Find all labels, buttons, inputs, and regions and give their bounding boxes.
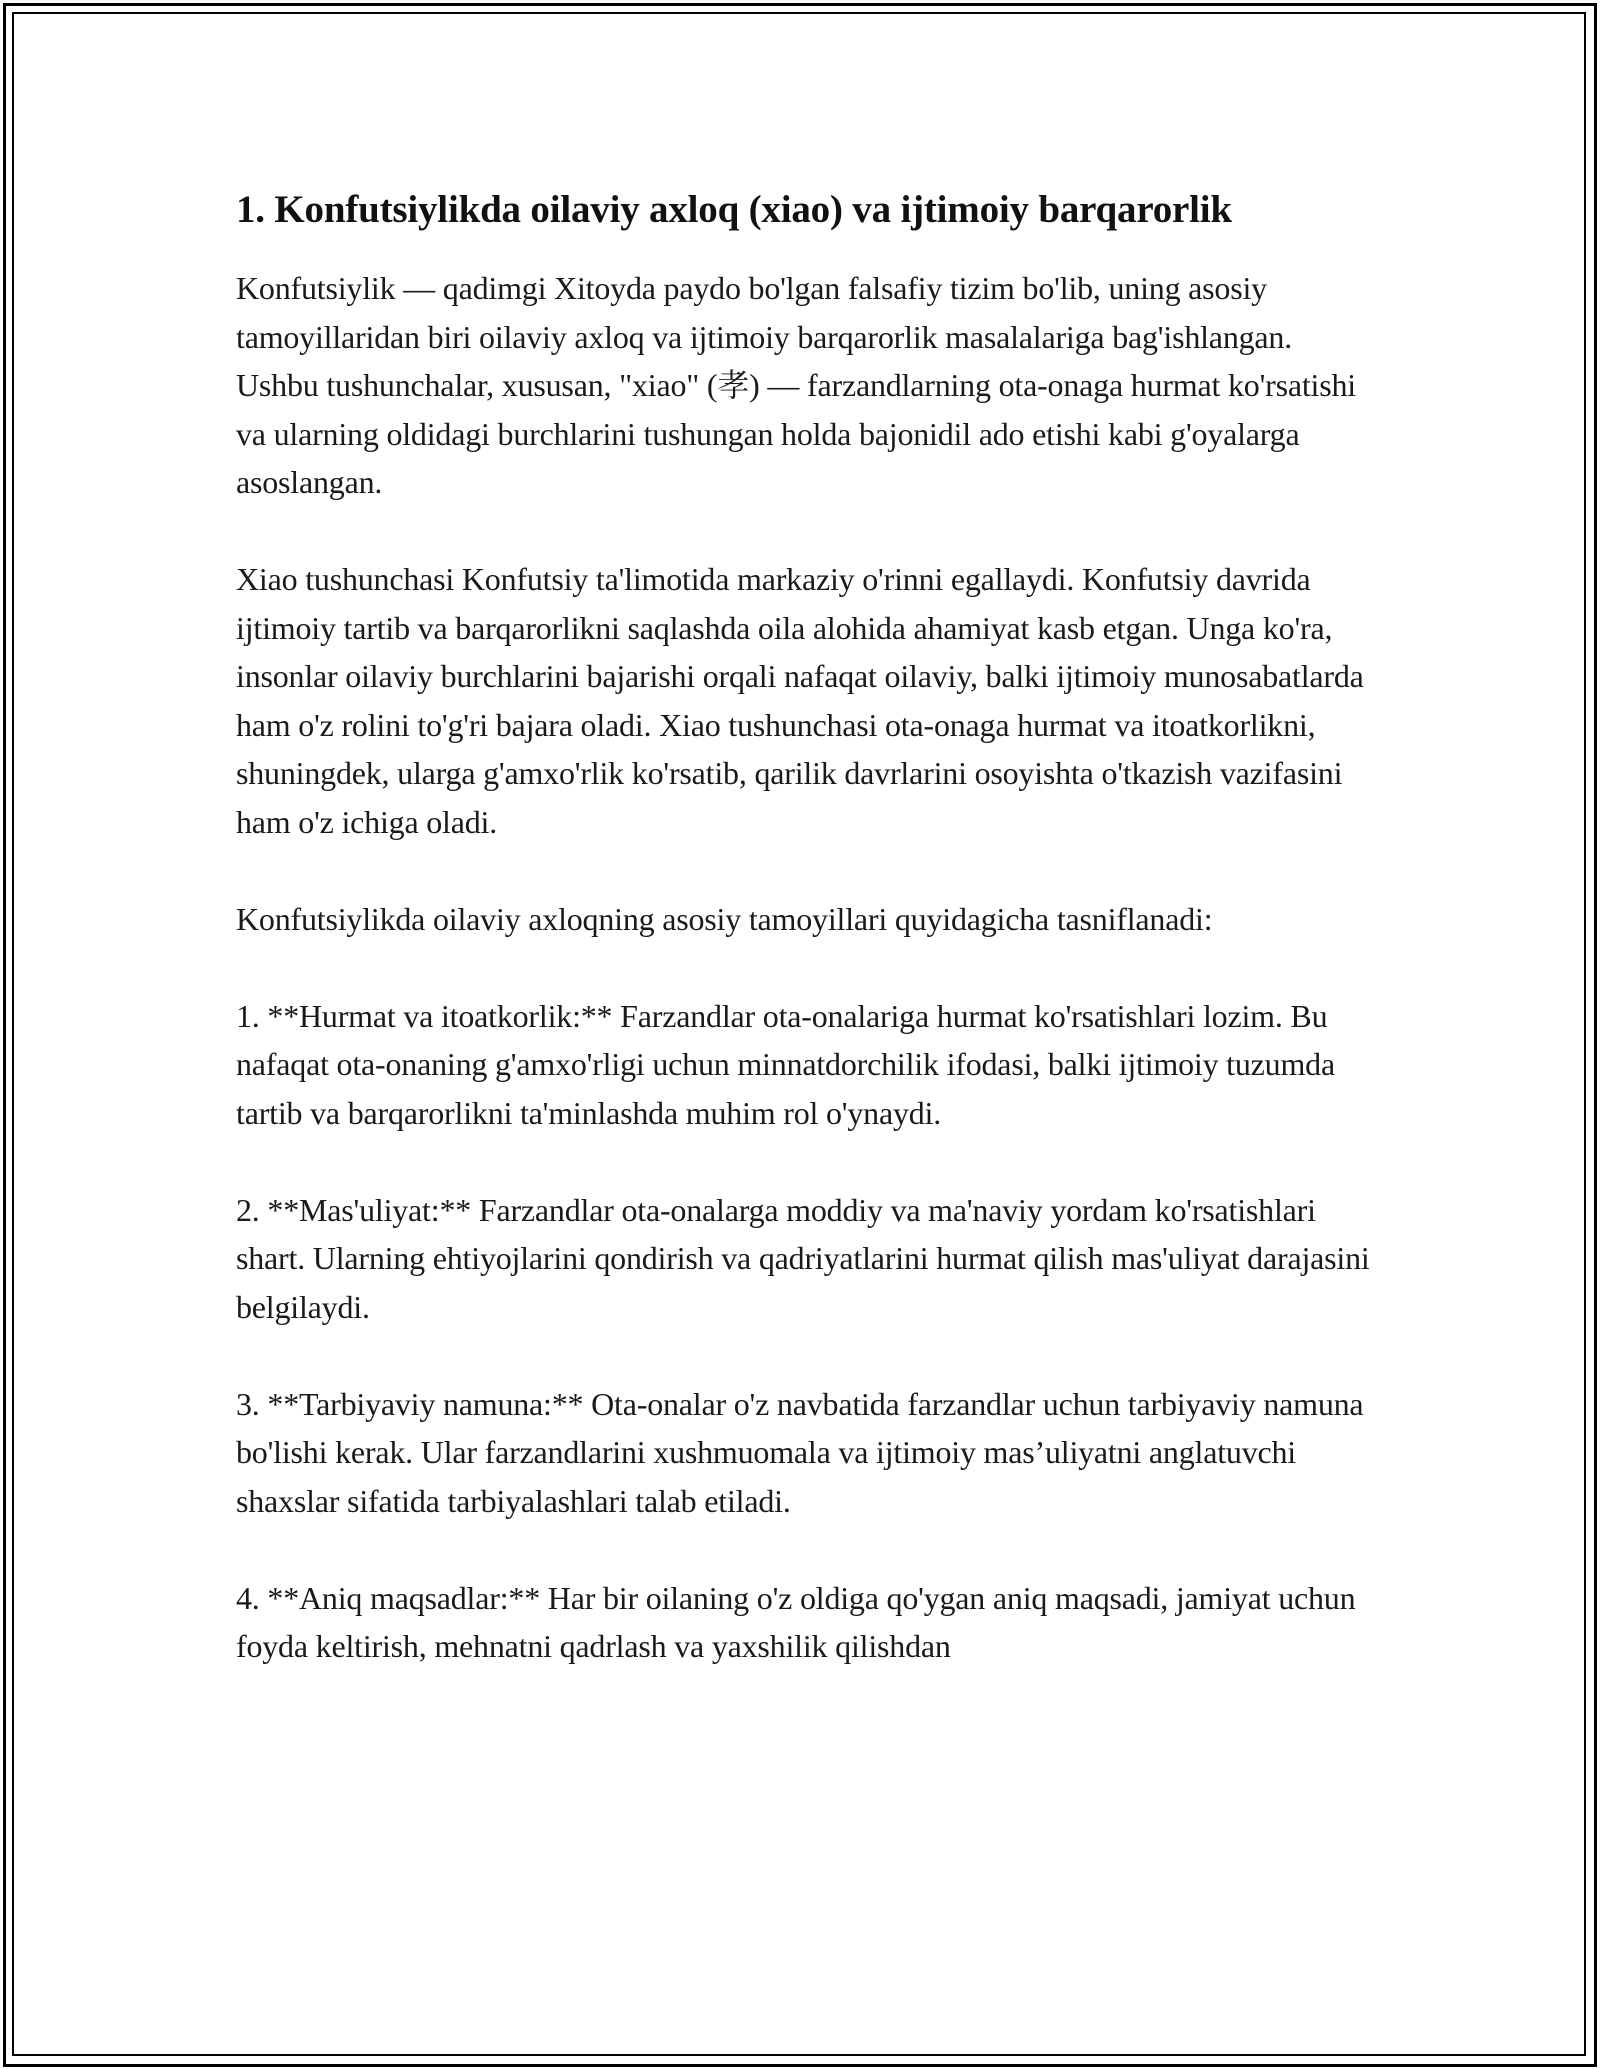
principle-responsibility-paragraph: 2. **Mas'uliyat:** Farzandlar ota-onalarga moddiy va ma'naviy yordam ko'rsatishlari shart. Ularning ehtiyojlarini qondirish va qadriyatlarini hurmat qilish mas'uliyat darajasini belgilaydi. xyxy=(236,1191,1370,1325)
principle-respect-paragraph: 1. **Hurmat va itoatkorlik:** Farzandlar ota-onalariga hurmat ko'rsatishlari lozim. Bu nafaqat ota-onaning g'amxo'rligi uchun minnatdorchilik ifodasi, balki ijtimoiy tuzumda tartib va barqarorlikni ta'minlashda muhim rol o'ynaydi. xyxy=(236,997,1335,1131)
xiao-paragraph: Xiao tushunchasi Konfutsiy ta'limotida markaziy o'rinni egallaydi. Konfutsiy davrida ijtimoiy tartib va barqarorlikni saqlashda oila alohida ahamiyat kasb etgan. Unga ko'ra, insonlar oilaviy burchlarini bajarishi orqali nafaqat oilaviy, balki ijtimoiy munosabatlarda ham o'z rolini to'g'ri bajara oladi. Xiao tushunchasi ota-onaga hurmat va itoatkorlikni, shuningdek, ularga g'amxo'rlik ko'rsatib, qarilik davrlarini osoyishta o'tkazish vazifasini ham o'z ichiga oladi. xyxy=(236,561,1364,840)
intro-paragraph: Konfutsiylik — qadimgi Xitoyda paydo bo'lgan falsafiy tizim bo'lib, uning asosiy tamoyillaridan biri oilaviy axloq va ijtimoiy barqarorlik masalalariga bag'ishlangan. Ushbu tushunchalar, xususan, "xiao" (孝) — farzandlarning ota-onaga hurmat ko'rsatishi va ularning oldidagi burchlarini tushungan holda bajonidil ado etishi kabi g'oyalarga asoslangan. xyxy=(236,270,1356,500)
principle-role-model-paragraph: 3. **Tarbiyaviy namuna:** Ota-onalar o'z navbatida farzandlar uchun tarbiyaviy namuna bo'lishi kerak. Ular farzandlarini xushmuomala va ijtimoiy mas’uliyatni anglatuvchi shaxslar sifatida tarbiyalashlari talab etiladi. xyxy=(236,1385,1364,1519)
principles-intro-paragraph: Konfutsiylikda oilaviy axloqning asosiy tamoyillari quyidagicha tasniflanadi: xyxy=(236,900,1213,937)
principle-goals-paragraph: 4. **Aniq maqsadlar:** Har bir oilaning o'z oldiga qo'ygan aniq maqsadi, jamiyat uchun foyda keltirish, mehnatni qadrlash va yaxshilik qilishdan xyxy=(236,1579,1356,1664)
document-body xyxy=(236,182,1376,1719)
section-heading: 1. Konfutsiylikda oilaviy axloq (xiao) va ijtimoiy barqarorlik xyxy=(236,188,1232,231)
